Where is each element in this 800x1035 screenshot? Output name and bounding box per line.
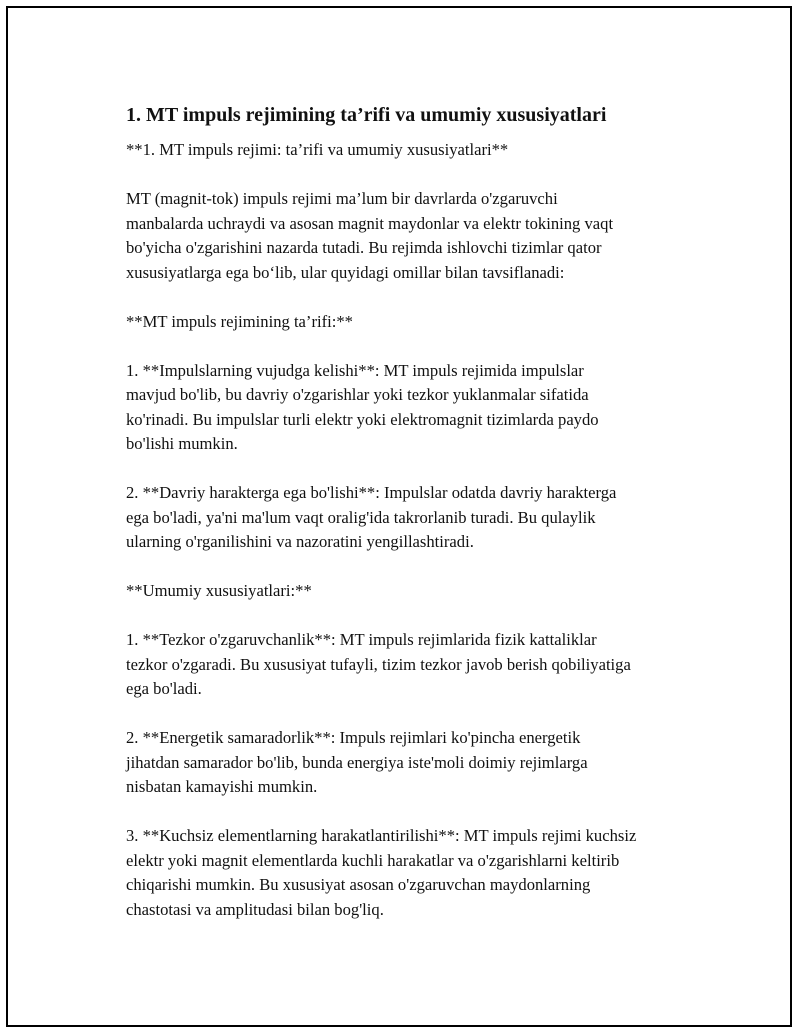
list-item-impulses-origin: 1. **Impulslarning vujudga kelishi**: MT impuls rejimida impulslar mavjud bo'lib, bu davriy o'zgarishlar yoki tezkor yuklanmalar sifatida ko'rinadi. Bu impulslar turli elektr yoki elektromagnit tizimlarda paydo bo'lishi mumkin. bbox=[126, 360, 599, 453]
document-title: 1. MT impuls rejimining ta’rifi va umumiy xususiyatlari bbox=[126, 104, 607, 126]
list-item-weak-elements: 3. **Kuchsiz elementlarning harakatlantirilishi**: MT impuls rejimi kuchsiz elektr yoki magnit elementlarda kuchli harakatlar va o'zgarishlarni keltirib chiqarishi mumkin. Bu xususiyat asosan o'zgaruvchan maydonlarning chastotasi va amplitudasi bilan bog'liq. bbox=[126, 826, 637, 919]
document-body bbox=[126, 102, 706, 947]
list-item-energy-efficiency: 2. **Energetik samaradorlik**: Impuls rejimlari ko'pincha energetik jihatdan samarador bo'lib, bunda energiya iste'moli doimiy rejimlarga nisbatan kamayishi mumkin. bbox=[126, 728, 588, 796]
section-heading-definition: **MT impuls rejimining ta’rifi:** bbox=[126, 311, 353, 331]
paragraph-subtitle: **1. MT impuls rejimi: ta’rifi va umumiy xususiyatlari** bbox=[126, 140, 509, 159]
list-item-periodic-character: 2. **Davriy harakterga ega bo'lishi**: Impulslar odatda davriy harakterga ega bo'ladi, ya'ni ma'lum vaqt oralig'ida takrorlanib turadi. Bu qulaylik ularning o'rganilishini va nazoratini yengillashtiradi. bbox=[126, 483, 617, 551]
page-frame bbox=[6, 6, 792, 1027]
list-item-fast-variability: 1. **Tezkor o'zgaruvchanlik**: MT impuls rejimlarida fizik kattaliklar tezkor o'zgaradi. Bu xususiyat tufayli, tizim tezkor javob berish qobiliyatiga ega bo'ladi. bbox=[126, 630, 631, 698]
paragraph-intro: MT (magnit-tok) impuls rejimi ma’lum bir davrlarda o'zgaruvchi manbalarda uchraydi va asosan magnit maydonlar va elektr tokining vaqt bo'yicha o'zgarishini nazarda tutadi. Bu rejimda ishlovchi tizimlar qator xususiyatlarga ega bo‘lib, ular quyidagi omillar bilan tavsiflanadi: bbox=[126, 189, 614, 282]
section-heading-general-properties: **Umumiy xususiyatlari:** bbox=[126, 581, 312, 600]
